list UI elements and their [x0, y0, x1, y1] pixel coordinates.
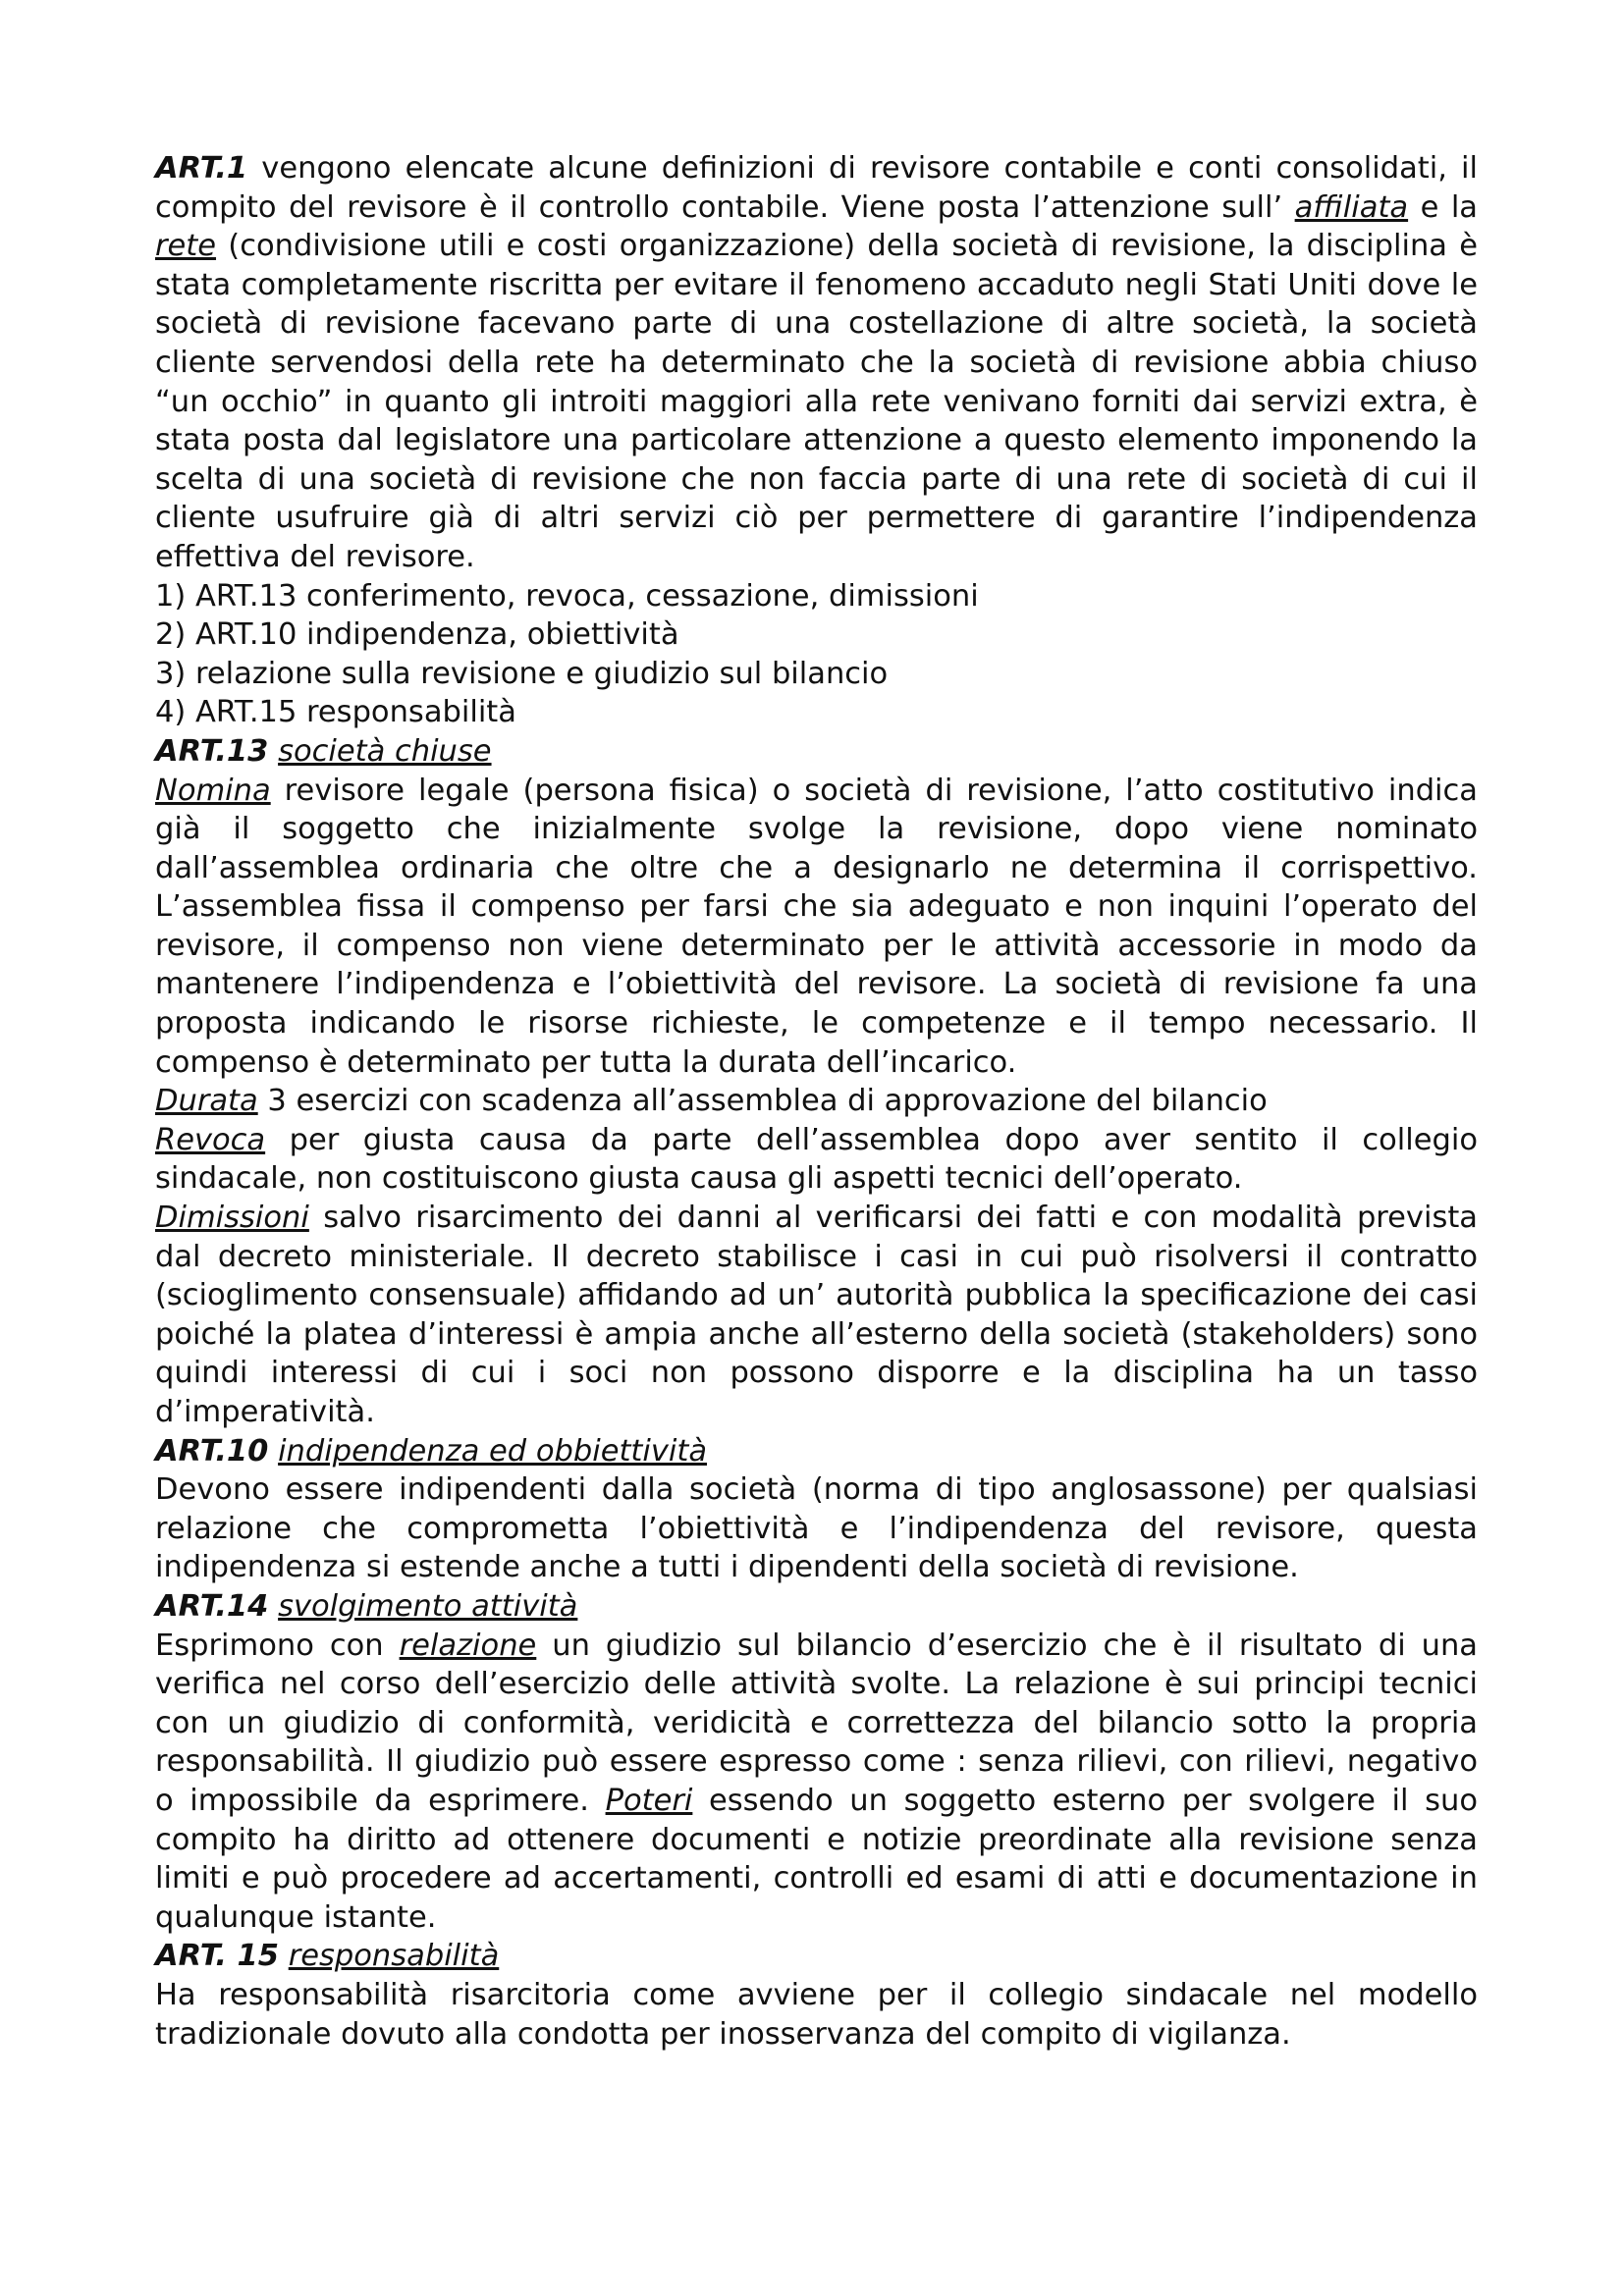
art1-text-3: (condivisione utili e costi organizzazione) della società di revisione, la disciplina è stata completamente riscritta per evitare il fenomeno accaduto negli Stati Uniti dove le società di revisione facevano parte di una costellazione di altre società, la società cliente servendosi della rete ha determinato che la società di revisione abbia chiuso “un occhio” in quanto gli introiti maggiori alla rete venivano forniti dai servizi extra, è stata posta dal legislatore una particolare attenzione a questo elemento imponendo la scelta di una società di revisione che non faccia parte di una rete di società di cui il cliente usufruire già di altri servizi ciò per permettere di garantire l’indipendenza effettiva del revisore. — [155, 229, 1478, 574]
list-item-2: 2) ART.10 indipendenza, obiettività — [155, 617, 679, 653]
art1-paragraph — [155, 149, 1478, 577]
dimissioni-text: salvo risarcimento dei danni al verificarsi dei fatti e con modalità prevista dal decreto ministeriale. Il decreto stabilisce i casi in cui può risolversi il contratto (scioglimento consensuale) affidando ad un’ autorità pubblica la specificazione dei casi poiché la platea d’interessi è ampia anche all’esterno della società (stakeholders) sono quindi interessi di cui i soci non possono disporre e la disciplina ha un tasso d’imperatività. — [155, 1201, 1478, 1429]
list-item-3: 3) relazione sulla revisione e giudizio sul bilancio — [155, 656, 889, 691]
durata-paragraph — [155, 1082, 1478, 1121]
art14-paragraph — [155, 1627, 1478, 1938]
list-item-4: 4) ART.15 responsabilità — [155, 695, 516, 730]
term-rete: rete — [155, 229, 217, 264]
term-poteri: Poteri — [605, 1783, 693, 1818]
nomina-text: revisore legale (persona fisica) o società di revisione, l’atto costitutivo indica già il soggetto che inizialmente svolge la revisione, dopo viene nominato dall’assemblea ordinaria che oltre che a designarlo ne determina il corrispettivo. L’assemblea fissa il compenso per farsi che sia adeguato e non inquini l’operato del revisore, il compenso non viene determinato per le attività accessorie in modo da mantenere l’indipendenza e l’obiettività del revisore. La società di revisione fa una proposta indicando le risorse richieste, le competenze e il tempo necessario. Il compenso è determinato per tutta la durata dell’incarico. — [155, 773, 1478, 1080]
art13-label: ART.13 — [155, 733, 269, 769]
art15-paragraph: Ha responsabilità risarcitoria come avviene per il collegio sindacale nel modello tradizionale dovuto alla condotta per inosservanza del compito di vigilanza. — [155, 1977, 1478, 2052]
term-relazione: relazione — [399, 1628, 537, 1663]
art14-title: svolgimento attività — [278, 1588, 578, 1624]
term-durata: Durata — [155, 1084, 258, 1119]
nomina-paragraph — [155, 772, 1478, 1083]
art14-text-3: essendo un soggetto esterno per svolgere il suo compito ha diritto ad ottenere documenti e notizie preordinate alla revisione senza limiti e può procedere ad accertamenti, controlli ed esami di atti e documentazione in qualunque istante. — [155, 1783, 1478, 1935]
art10-paragraph: Devono essere indipendenti dalla società (norma di tipo anglosassone) per qualsiasi relazione che comprometta l’obiettività e l’indipendenza del revisore, questa indipendenza si estende anche a tutti i dipendenti della società di revisione. — [155, 1472, 1478, 1585]
art14-heading — [155, 1587, 1478, 1627]
art1-label: ART.1 — [155, 151, 248, 186]
dimissioni-paragraph — [155, 1199, 1478, 1432]
revoca-text: per giusta causa da parte dell’assemblea dopo aver sentito il collegio sindacale, non costituiscono giusta causa gli aspetti tecnici dell’operato. — [155, 1122, 1478, 1197]
art15-title: responsabilità — [288, 1939, 500, 1974]
art10-label: ART.10 — [155, 1433, 269, 1468]
art14-text-1: Esprimono con — [155, 1628, 400, 1663]
art1-text-2: e la — [1408, 189, 1478, 225]
art13-title: società chiuse — [278, 733, 492, 769]
art15-heading — [155, 1937, 1478, 1976]
term-dimissioni: Dimissioni — [155, 1201, 309, 1236]
term-nomina: Nomina — [155, 773, 271, 808]
art14-text-2: un giudizio sul bilancio d’esercizio che è il risultato di una verifica nel corso dell’esercizio delle attività svolte. La relazione è sui principi tecnici con un giudizio di conformità, veridicità e correttezza del bilancio sotto la propria responsabilità. Il giudizio può essere espresso come : senza rilievi, con rilievi, negativo o impossibile da esprimere. — [155, 1628, 1478, 1818]
term-affiliata: affiliata — [1294, 189, 1409, 225]
art14-label: ART.14 — [155, 1588, 269, 1624]
document-page — [155, 149, 1478, 2054]
revoca-paragraph — [155, 1121, 1478, 1199]
art1-text-1: vengono elencate alcune definizioni di revisore contabile e conti consolidati, il compito del revisore è il controllo contabile. Viene posta l’attenzione sull’ — [155, 151, 1478, 225]
art15-label: ART. 15 — [155, 1939, 279, 1974]
art10-title: indipendenza ed obbiettività — [278, 1433, 708, 1468]
art10-heading — [155, 1432, 1478, 1471]
durata-text: 3 esercizi con scadenza all’assemblea di approvazione del bilancio — [257, 1084, 1268, 1119]
term-revoca: Revoca — [155, 1122, 266, 1157]
art13-heading — [155, 732, 1478, 772]
list-item-1: 1) ART.13 conferimento, revoca, cessazione, dimissioni — [155, 578, 979, 614]
